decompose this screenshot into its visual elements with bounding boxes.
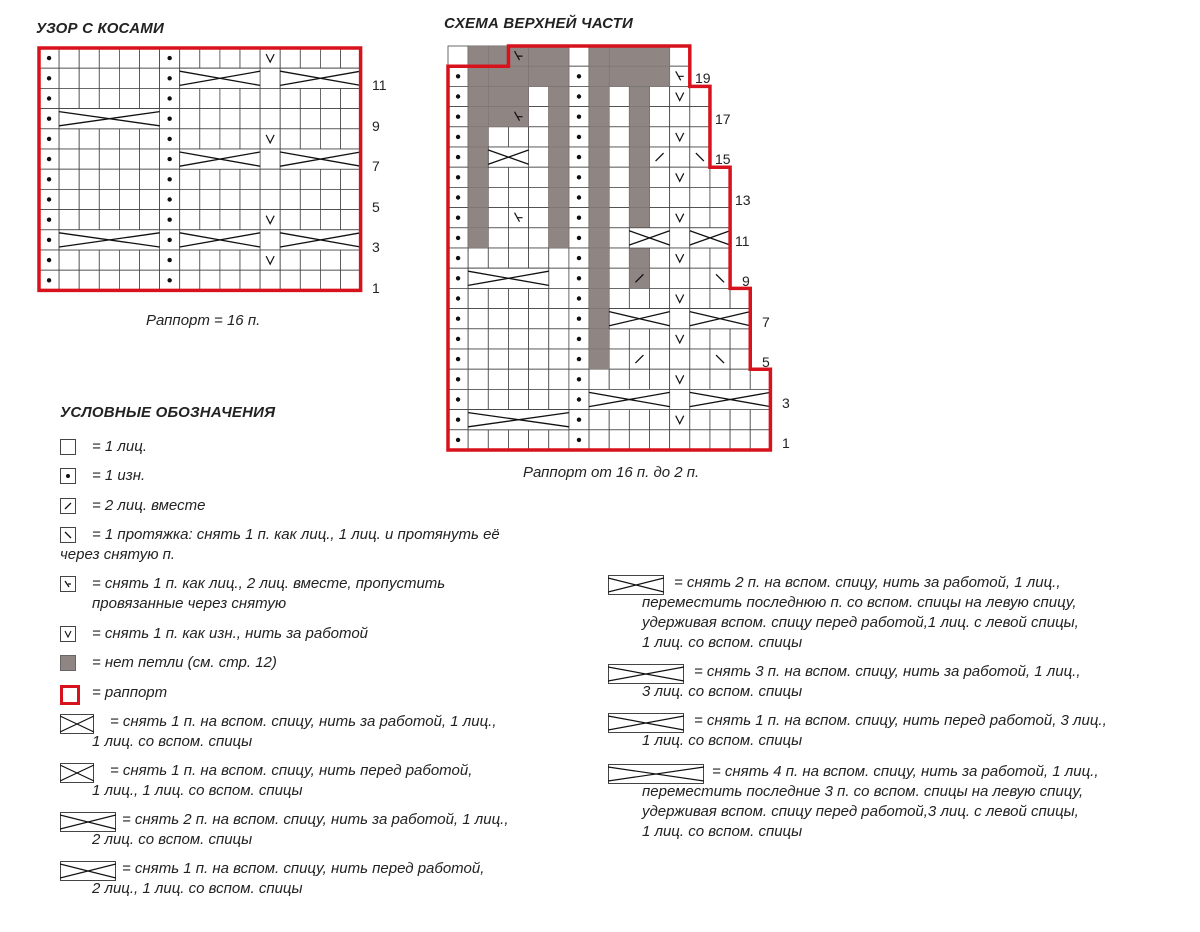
no-stitch-cell (589, 349, 609, 369)
cable-4-3-1-icon (608, 764, 704, 784)
legend-text: = снять 2 п. на вспом. спицу, нить за работой, 1 лиц., (122, 811, 509, 828)
purl-dot (577, 296, 581, 300)
cable-2-1-1-icon (608, 575, 664, 595)
purl-dot (456, 155, 460, 159)
no-stitch-cell (589, 107, 609, 127)
no-stitch-cell (589, 66, 609, 86)
legend-text: 1 лиц., 1 лиц. со вспом. спицы (92, 782, 303, 799)
no-stitch-cell (468, 208, 488, 228)
no-stitch-cell (589, 329, 609, 349)
purl-dot (456, 418, 460, 422)
legend-text: = снять 1 п. как изн., нить за работой (92, 625, 369, 642)
row-number: 3 (372, 239, 380, 255)
no-stitch-cell (609, 66, 669, 86)
chart1-caption: Раппорт = 16 п. (146, 312, 261, 329)
legend-text: = раппорт (92, 684, 168, 701)
purl-dot (456, 236, 460, 240)
purl-dot (456, 74, 460, 78)
purl-dot (456, 276, 460, 280)
purl-dot (577, 438, 581, 442)
no-stitch-cell (589, 86, 609, 106)
no-stitch-cell (468, 187, 488, 207)
purl-dot (456, 317, 460, 321)
row-number: 1 (372, 280, 380, 296)
k2tog-cell-icon (60, 498, 76, 514)
legend-text: через снятую п. (60, 546, 176, 563)
no-stitch-cell (589, 248, 609, 268)
ssk-cell-icon (60, 527, 76, 543)
purl-dot (456, 175, 460, 179)
purl-dot (456, 135, 460, 139)
purl-dot (577, 317, 581, 321)
no-stitch-cell (488, 107, 528, 127)
no-stitch-cell (629, 248, 649, 268)
legend-text: переместить последнюю п. со вспом. спицы на левую спицу, (642, 594, 1077, 611)
no-stitch-cell (468, 147, 488, 167)
cable-2-1-back-icon (60, 812, 116, 832)
purl-dot (577, 377, 581, 381)
legend-text: = снять 2 п. на вспом. спицу, нить за работой, 1 лиц., (674, 574, 1061, 591)
legend-text: = нет петли (см. стр. 12) (92, 654, 277, 671)
row-number: 7 (762, 314, 770, 330)
purl-dot (456, 296, 460, 300)
no-stitch-cell (468, 228, 488, 248)
no-stitch-cell (589, 147, 609, 167)
legend-text: 1 лиц. со вспом. спицы (642, 732, 803, 749)
purl-dot (456, 115, 460, 119)
row-number: 5 (762, 354, 770, 370)
no-stitch-cell (589, 309, 609, 329)
no-stitch-cell (468, 66, 488, 86)
no-stitch-cell (589, 167, 609, 187)
purl-dot (456, 195, 460, 199)
purl-dot (577, 337, 581, 341)
no-stitch-cell (549, 208, 569, 228)
legend-text: = снять 1 п. как лиц., 2 лиц. вместе, пропустить (92, 575, 446, 592)
legend-text: = снять 1 п. на вспом. спицу, нить за работой, 1 лиц., (110, 713, 497, 730)
no-stitch-cell (629, 167, 649, 187)
no-stitch-cell (549, 86, 569, 106)
row-number: 17 (715, 111, 731, 127)
legend-text: 2 лиц., 1 лиц. со вспом. спицы (92, 880, 303, 897)
purl-dot (577, 276, 581, 280)
row-number: 7 (372, 158, 380, 174)
legend-text: 1 лиц. со вспом. спицы (92, 733, 253, 750)
no-stitch-cell (609, 46, 669, 66)
purl-dot (577, 135, 581, 139)
purl-dot (577, 155, 581, 159)
no-stitch-cell (589, 187, 609, 207)
no-stitch-cell (529, 66, 569, 86)
no-stitch-cell (629, 208, 649, 228)
legend-text: = 1 изн. (92, 467, 146, 484)
purl-dot (456, 216, 460, 220)
legend-text: = снять 1 п. на вспом. спицу, нить перед работой, 3 лиц., (694, 712, 1107, 729)
legend-text: переместить последние 3 п. со вспом. спицы на левую спицу, (642, 783, 1084, 800)
chart2-title: СХЕМА ВЕРХНЕЙ ЧАСТИ (444, 15, 633, 32)
no-stitch-cell (629, 107, 649, 127)
no-stitch-cell (529, 46, 569, 66)
purl-dot (577, 256, 581, 260)
purl-dot (456, 397, 460, 401)
legend-text: удерживая вспом. спицу перед работой,1 лиц. с левой спицы, (642, 614, 1079, 631)
purl-dot (577, 236, 581, 240)
legend-text: = снять 1 п. на вспом. спицу, нить перед работой, (122, 860, 485, 877)
cable-3-1-back-icon (608, 664, 684, 684)
no-stitch-cell (468, 86, 488, 106)
no-stitch-cell (589, 208, 609, 228)
purl-dot (577, 74, 581, 78)
legend-text: удерживая вспом. спицу перед работой,3 лиц. с левой спицы, (642, 803, 1079, 820)
purl-dot (577, 115, 581, 119)
no-stitch-cell (549, 147, 569, 167)
no-stitch-cell (589, 268, 609, 288)
no-stitch-cell (589, 288, 609, 308)
no-stitch-cell (488, 66, 528, 86)
no-stitch-cell (629, 127, 649, 147)
purl-dot (456, 256, 460, 260)
legend-text: 1 лиц. со вспом. спицы (642, 634, 803, 651)
no-stitch-cell (549, 127, 569, 147)
no-stitch-cell (629, 187, 649, 207)
legend-text: = 2 лиц. вместе (92, 497, 206, 514)
legend-text: 2 лиц. со вспом. спицы (92, 831, 253, 848)
legend-text: провязанные через снятую (92, 595, 287, 612)
row-number: 11 (735, 233, 750, 249)
purl-dot (456, 94, 460, 98)
row-number: 3 (782, 395, 790, 411)
slip-cell-icon (60, 626, 76, 642)
purl-dot (456, 357, 460, 361)
legend-text: = 1 протяжка: снять 1 п. как лиц., 1 лиц. и протянуть её (92, 526, 500, 543)
no-stitch-cell (549, 107, 569, 127)
purl-dot (577, 357, 581, 361)
no-stitch-cell-icon (60, 655, 76, 671)
row-number: 13 (735, 192, 751, 208)
cable-1-2-front-icon (60, 861, 116, 881)
purl-dot (577, 397, 581, 401)
no-stitch-cell (468, 167, 488, 187)
no-stitch-cell (549, 228, 569, 248)
legend-text: = снять 3 п. на вспом. спицу, нить за работой, 1 лиц., (694, 663, 1081, 680)
no-stitch-cell (589, 228, 609, 248)
legend-text: 3 лиц. со вспом. спицы (642, 683, 803, 700)
purl-dot (577, 94, 581, 98)
purl-dot (577, 195, 581, 199)
legend-title: УСЛОВНЫЕ ОБОЗНАЧЕНИЯ (60, 404, 276, 421)
row-number: 19 (695, 70, 711, 86)
sk2p-cell-icon (60, 576, 76, 592)
no-stitch-cell (468, 107, 488, 127)
no-stitch-cell (468, 127, 488, 147)
purl-dot (456, 438, 460, 442)
row-number: 1 (782, 435, 790, 451)
no-stitch-cell (488, 86, 528, 106)
no-stitch-cell (589, 46, 609, 66)
no-stitch-cell (549, 187, 569, 207)
purl-dot (456, 377, 460, 381)
purl-cell-icon (60, 468, 76, 484)
legend-text: 1 лиц. со вспом. спицы (642, 823, 803, 840)
purl-dot (577, 418, 581, 422)
knit-cell-icon (60, 439, 76, 455)
legend-text: = 1 лиц. (92, 438, 147, 455)
no-stitch-cell (629, 86, 649, 106)
cable-1-1-front-icon (60, 763, 94, 783)
legend-text: = снять 1 п. на вспом. спицу, нить перед работой, (110, 762, 473, 779)
purl-dot (577, 216, 581, 220)
chart2-caption: Раппорт от 16 п. до 2 п. (523, 464, 700, 481)
purl-dot (456, 337, 460, 341)
row-number: 9 (742, 273, 750, 289)
no-stitch-cell (629, 147, 649, 167)
row-number: 15 (715, 151, 731, 167)
cable-1-3-front-icon (608, 713, 684, 733)
repeat-frame-icon (60, 685, 80, 705)
row-number: 11 (372, 77, 387, 93)
row-number: 5 (372, 199, 380, 215)
legend-text: = снять 4 п. на вспом. спицу, нить за работой, 1 лиц., (712, 763, 1099, 780)
no-stitch-cell (589, 127, 609, 147)
purl-dot (577, 175, 581, 179)
row-number: 9 (372, 118, 380, 134)
cable-1-1-back-icon (60, 714, 94, 734)
no-stitch-cell (549, 167, 569, 187)
chart1-title: УЗОР С КОСАМИ (36, 20, 164, 37)
no-stitch-cell (468, 46, 488, 66)
